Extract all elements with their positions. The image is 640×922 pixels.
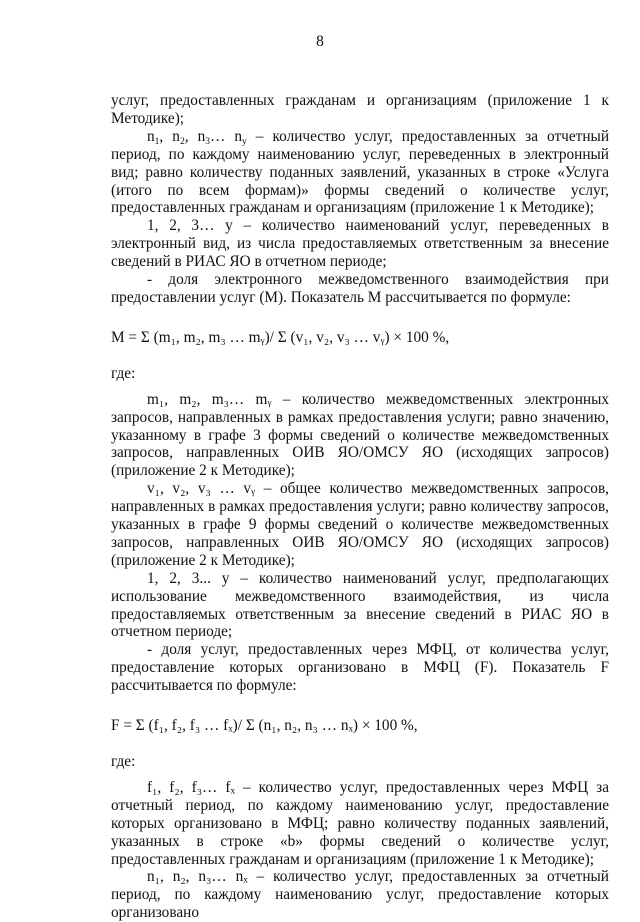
var-f-list: f₁, f₂, f₃… fₓ [147, 778, 235, 796]
paragraph-10 [111, 868, 609, 922]
paragraph-6-text: – общее количество межведомственных запросов, направленных в рамках предоставления услуги; равно количеству запросов, указанных в графе 9 формы сведений о количестве межведомственных запросов, направленных ОИВ ЯО/ОМСУ ЯО (исходящих запросов) (приложение 2 к Методике); [111, 480, 609, 569]
where-label-2: где: [111, 753, 136, 770]
var-v-list: v₁, v₂, v₃ … vᵧ [147, 480, 256, 498]
paragraph-9-text: – количество услуг, предоставленных через МФЦ за отчетный период, по каждому наименованию услуг, предоставление которых организовано в МФЦ; равно количеству поданных заявлений, указанных в строке «b» формы сведений о количестве услуг, предоставленных гражданам и организациям (приложение 1 к Методике); [111, 778, 609, 868]
paragraph-7: 1, 2, 3... y – количество наименований услуг, предполагающих использование межведомственного взаимодействия, из числа предоставляемых ответственным за внесение сведений в РИАС ЯО в отчетном периоде; [111, 569, 609, 641]
var-nx-list: n₁, n₂, n₃… nₓ [147, 868, 248, 886]
paragraph-5-text: – количество межведомственных электронных запросов, направленных в рамках предоставления услуги; равно значению, указанному в графе 3 формы сведений о количестве межведомственных запросов, направленных ОИВ ЯО/ОМСУ ЯО (исходящих запросов) (приложение 2 к Методике); [111, 390, 609, 480]
var-n-list: $n_1$, $n_2$, $n_3\dots$ $n_y$ [147, 127, 247, 147]
paragraph-5 [111, 391, 609, 481]
where-label-1: где: [111, 364, 136, 382]
paragraph-10-text: – количество услуг, предоставленных за отчетный период, по каждому наименованию услуг, предоставление которых организовано [111, 868, 609, 922]
formula-f: F = Σ (f₁, f₂, f₃ … fₓ)/ Σ (n₁, n₂, n₃ … nₓ) × 100 %, [111, 717, 418, 735]
paragraph-3: 1, 2, 3… y – количество наименований услуг, переведенных в электронный вид, из числа предоставляемых ответственным за внесение сведений в РИАС ЯО в отчетном периоде; [111, 217, 609, 271]
paragraph-2 [111, 128, 609, 218]
page-number: 8 [316, 33, 324, 50]
paragraph-2-text: – количество услуг, предоставленных за отчетный период, по каждому наименованию услуг, переведенных в электронный вид; равно количеству поданных заявлений, указанных в строке «Услуга (итого по всем формам)» формы сведений о количестве услуг, предоставленных гражданам и организациям (приложение 1 к Методике); [111, 127, 610, 217]
paragraph-6 [111, 480, 609, 570]
document-body [111, 92, 609, 922]
formula-m: M = Σ (m₁, m₂, m₃ … mᵧ)/ Σ (v₁, v₂, v₃ … vᵧ) × 100 %, [111, 328, 450, 346]
var-m-list: m₁, m₂, m₃… mᵧ [147, 390, 272, 408]
paragraph-9 [111, 779, 609, 869]
paragraph-4: - доля электронного межведомственного взаимодействия при предоставлении услуг (M). Показатель M рассчитывается по формуле: [111, 271, 609, 306]
paragraph-8: - доля услуг, предоставленных через МФЦ, от количества услуг, предоставление которых организовано в МФЦ (F). Показатель F рассчитывается по формуле: [111, 641, 609, 695]
paragraph-1: услуг, предоставленных гражданам и организациям (приложение 1 к Методике); [111, 92, 609, 127]
